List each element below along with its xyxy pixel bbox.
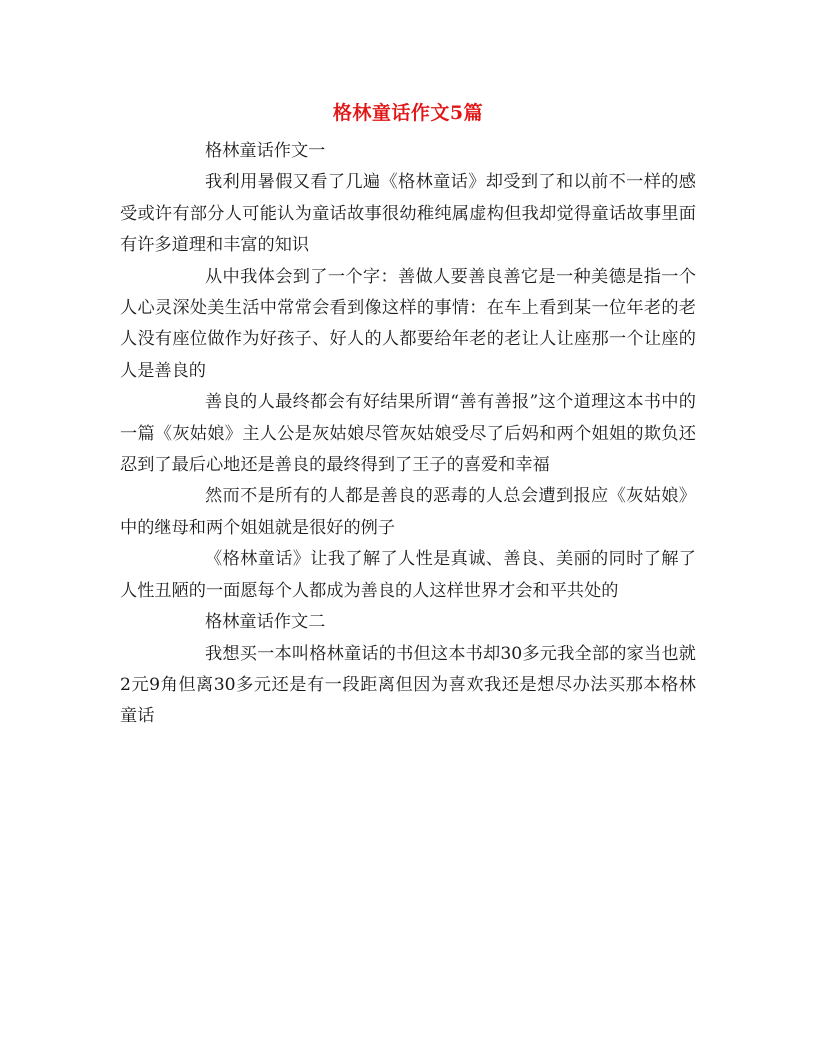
section-heading-1: 格林童话作文一 xyxy=(205,141,326,161)
paragraph: 从中我体会到了一个字：善做人要善良善它是一种美德是指一个人心灵深处美生活中常常会看到像这样的事情：在车上看到某一位年老的老人没有座位做作为好孩子、好人的人都要给年老的老让人让座那一个让座的人是善良的 xyxy=(120,266,696,381)
paragraph: 然而不是所有的人都是善良的恶毒的人总会遭到报应《灰姑娘》中的继母和两个姐姐就是很好的例子 xyxy=(120,486,696,538)
section-heading-2: 格林童话作文二 xyxy=(205,612,326,633)
document-body xyxy=(120,136,696,733)
paragraph: 我利用暑假又看了几遍《格林童话》却受到了和以前不一样的感受或许有部分人可能认为童话故事很幼稚纯属虚构但我却觉得童话故事里面有许多道理和丰富的知识 xyxy=(120,172,696,256)
paragraph: 《格林童话》让我了解了人性是真诚、善良、美丽的同时了解了人性丑陋的一面愿每个人都成为善良的人这样世界才会和平共处的 xyxy=(120,549,696,601)
document-title: 格林童话作文5篇 xyxy=(332,102,484,124)
paragraph: 善良的人最终都会有好结果所谓“善有善报”这个道理这本书中的一篇《灰姑娘》主人公是灰姑娘尽管灰姑娘受尽了后妈和两个姐姐的欺负还忍到了最后心地还是善良的最终得到了王子的喜爱和幸福 xyxy=(120,392,696,476)
paragraph: 我想买一本叫格林童话的书但这本书却30多元我全部的家当也就2元9角但离30多元还是有一段距离但因为喜欢我还是想尽办法买那本格林童话 xyxy=(120,643,696,727)
